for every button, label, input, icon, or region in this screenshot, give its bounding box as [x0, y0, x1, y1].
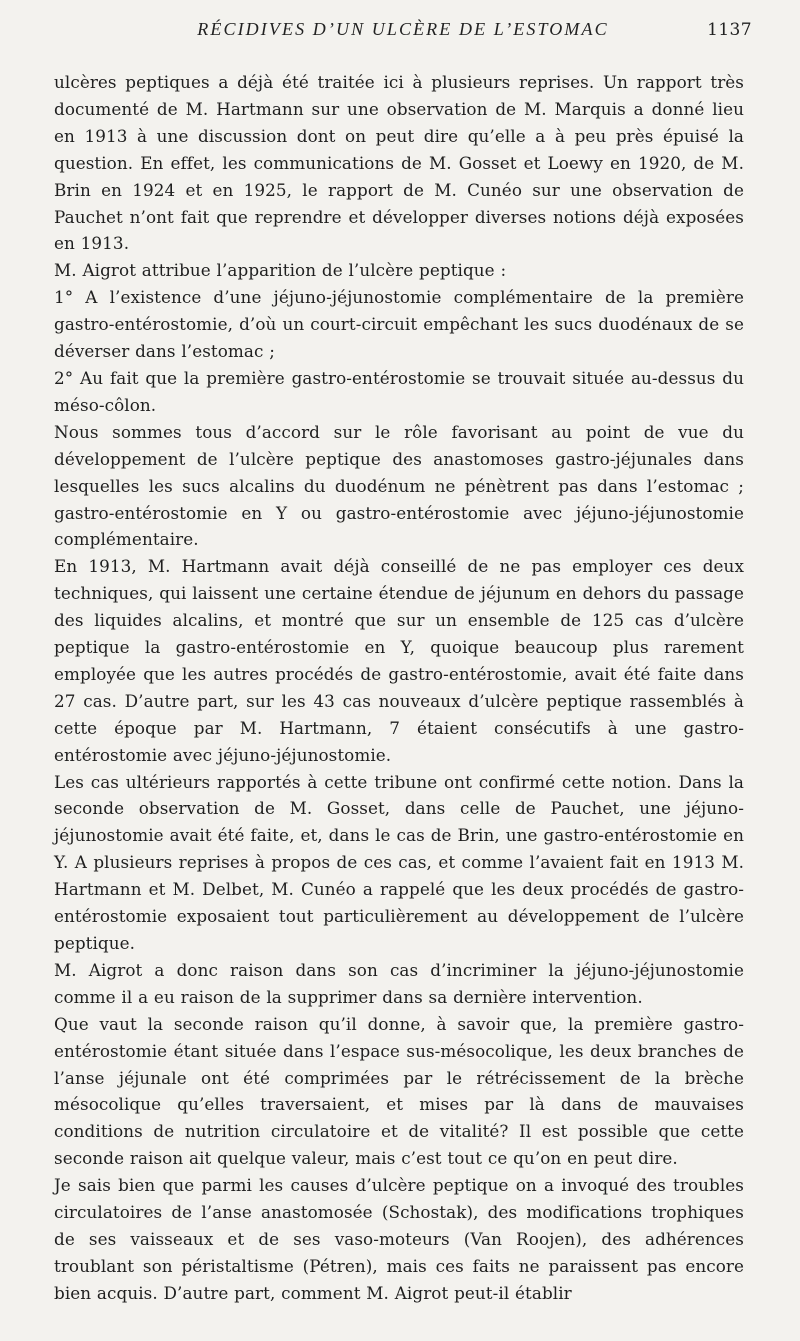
page-number: 1137 — [707, 20, 752, 40]
paragraph-4: 2° Au fait que la première gastro-entérostomie se trouvait située au-dessus du méso-côlon. — [54, 367, 744, 415]
paragraph-9: Que vaut la seconde raison qu’il donne, à savoir que, la première gastro-entérostomie étant située dans l’espace sus-mésocolique, les deux branches de l’anse jéjunale ont été comprimées par le rétrécissement de la brèche mésocolique qu’elles traversaient, et mises par là dans de mauvaises conditions de nutrition circulatoire et de vitalité? Il est possible que cette seconde raison ait quelque valeur, mais c’est tout ce qu’on en peut dire. — [54, 1013, 744, 1169]
paragraph-8: M. Aigrot a donc raison dans son cas d’incriminer la jéjuno-jéjunostomie comme il a eu raison de la supprimer dans sa dernière intervention. — [54, 959, 744, 1007]
paragraph-1: ulcères peptiques a déjà été traitée ici à plusieurs reprises. Un rapport très documenté de M. Hartmann sur une observation de M. Marquis a donné lieu en 1913 à une discussion dont on peut dire qu’elle a à peu près épuisé la question. En effet, les communications de M. Gosset et Loewy en 1920, de M. Brin en 1924 et en 1925, le rapport de M. Cunéo sur une observation de Pauchet n’ont fait que reprendre et développer diverses notions déjà exposées en 1913. — [54, 72, 744, 254]
running-header — [54, 19, 752, 43]
paragraph-5: Nous sommes tous d’accord sur le rôle favorisant au point de vue du développement de l’ulcère peptique des anastomoses gastro-jéjunales dans lesquelles les sucs alcalins du duodénum ne pénètrent pas dans l’estomac ; gastro-entérostomie en Y ou gastro-entérostomie avec jéjuno-jéjunostomie complémentaire. — [54, 421, 744, 550]
paragraph-3: 1° A l’existence d’une jéjuno-jéjunostomie complémentaire de la première gastro-entérostomie, d’où un court-circuit empêchant les sucs duodénaux de se déverser dans l’estomac ; — [54, 287, 744, 362]
paragraph-10: Je sais bien que parmi les causes d’ulcère peptique on a invoqué des troubles circulatoires de l’anse anastomosée (Schostak), des modifications trophiques de ses vaisseaux et de ses vaso-moteurs (Van Roojen), des adhérences troublant son péristaltisme (Pétren), mais ces faits ne paraissent pas encore bien acquis. D’autre part, comment M. Aigrot peut-il établir — [54, 1175, 744, 1303]
running-title: RÉCIDIVES D’UN ULCÈRE DE L’ESTOMAC — [197, 19, 609, 39]
paragraph-6: En 1913, M. Hartmann avait déjà conseillé de ne pas employer ces deux techniques, qui laissent une certaine étendue de jéjunum en dehors du passage des liquides alcalins, et montré que sur un ensemble de 125 cas d’ulcère peptique la gastro-entérostomie en Y, quoique beaucoup plus rarement employée que les autres procédés de gastro-entérostomie, avait été faite dans 27 cas. D’autre part, sur les 43 cas nouveaux d’ulcère peptique rassemblés à cette époque par M. Hartmann, 7 étaient consécutifs à une gastro-entérostomie avec jéjuno-jéjunostomie. — [54, 556, 744, 765]
paragraph-7: Les cas ultérieurs rapportés à cette tribune ont confirmé cette notion. Dans la seconde observation de M. Gosset, dans celle de Pauchet, une jéjuno-jéjunostomie avait été faite, et, dans le cas de Brin, une gastro-entérostomie en Y. A plusieurs reprises à propos de ces cas, et comme l’avaient fait en 1913 M. Hartmann et M. Delbet, M. Cunéo a rappelé que les deux procédés de gastro-entérostomie exposaient tout particulièrement au développement de l’ulcère peptique. — [54, 771, 744, 953]
paragraph-2: M. Aigrot attribue l’apparition de l’ulcère peptique : — [54, 260, 507, 281]
body-text — [54, 69, 744, 1307]
